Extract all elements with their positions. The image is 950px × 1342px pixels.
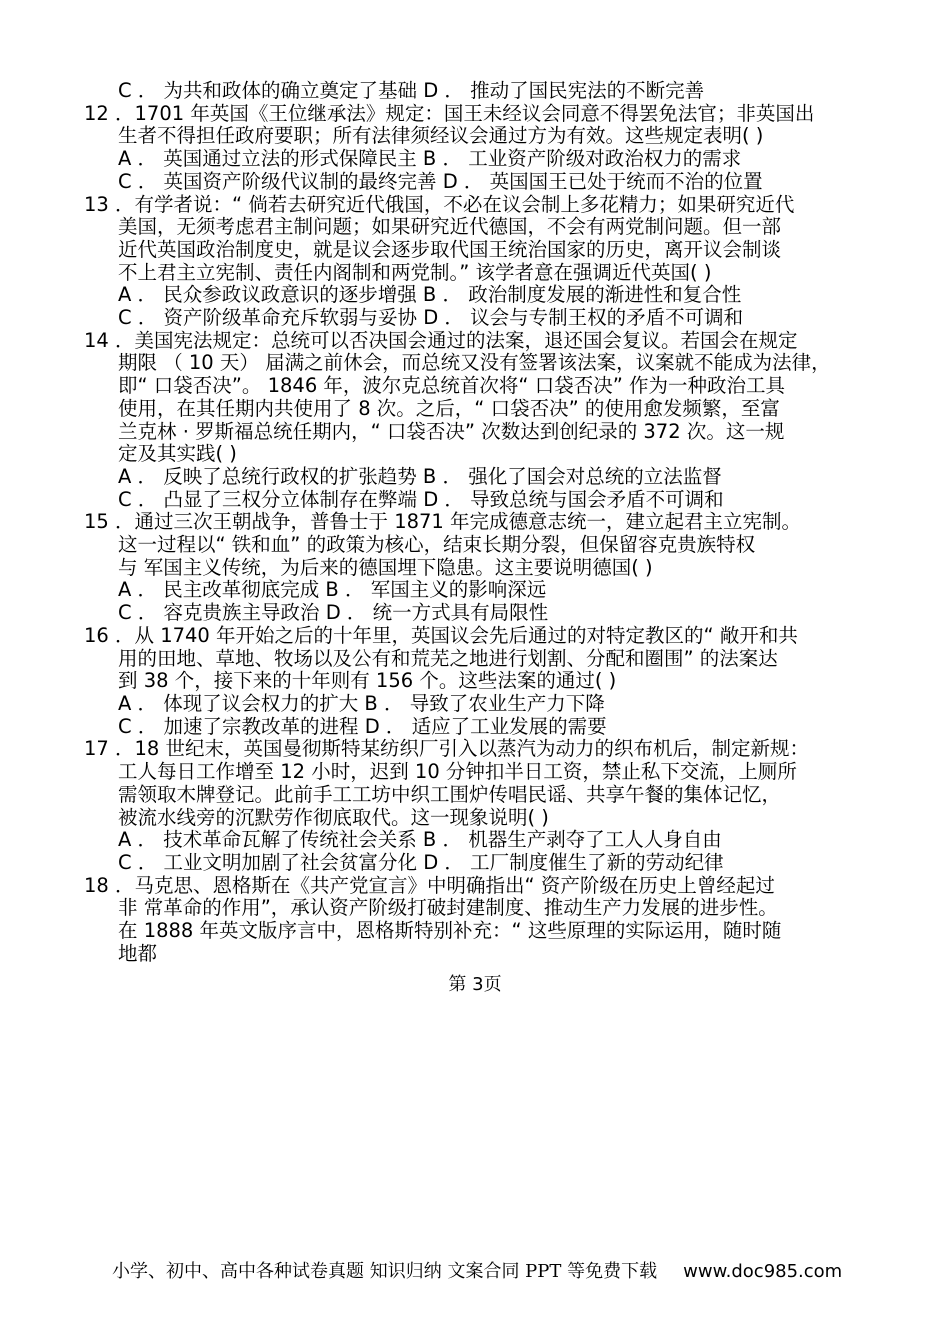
text-line: 地都 <box>118 941 158 965</box>
text-line: 到 38 个，接下来的十年则有 156 个。这些法案的通过( ) <box>118 669 617 693</box>
text-line: 这一过程以“ 铁和血” 的政策为核心，结束长期分裂，但保留容克贵族特权 <box>118 533 756 557</box>
option-line: C ． 资产阶级革命充斥软弱与妥协 D ． 议会与专制王权的矛盾不可调和 <box>118 306 744 330</box>
text-line: 即“ 口袋否决”。 1846 年，波尔克总统首次将“ 口袋否决” 作为一种政治工具 <box>118 374 786 398</box>
option-line: C ． 凸显了三权分立体制存在弊端 D ． 导致总统与国会矛盾不可调和 <box>118 487 724 511</box>
text-line: 生者不得担任政府要职；所有法律须经议会通过方为有效。这些规定表明( ) <box>118 124 764 148</box>
text-line: 不上君主立宪制、责任内阁制和两党制。” 该学者意在强调近代英国( ) <box>118 260 712 284</box>
text-line: 非 常革命的作用”，承认资产阶级打破封建制度、推动生产力发展的进步性。 <box>118 896 778 920</box>
page-number: 第 3页 <box>448 974 502 995</box>
text-line: 工人每日工作增至 12 小时，迟到 10 分钟扣半日工资，禁止私下交流，上厕所 <box>118 760 797 784</box>
option-line: A ． 英国通过立法的形式保障民主 B ． 工业资产阶级对政治权力的需求 <box>118 147 742 171</box>
question-line: 18 ．马克思、恩格斯在《共产党宣言》中明确指出“ 资产阶级在历史上曾经起过 <box>84 873 775 897</box>
footer-site-link[interactable]: www.doc985.com <box>683 1261 843 1282</box>
question-line: 14 ．美国宪法规定：总统可以否决国会通过的法案，退还国会复议。若国会在规定 <box>84 328 798 352</box>
footer-text: 小学、初中、高中各种试卷真题 知识归纳 文案合同 PPT 等免费下载 <box>112 1261 658 1282</box>
option-line: A ． 技术革命瓦解了传统社会关系 B ． 机器生产剥夺了工人人身自由 <box>118 828 722 852</box>
option-line: C ． 容克贵族主导政治 D ． 统一方式具有局限性 <box>118 601 549 625</box>
text-line: 定及其实践( ) <box>118 442 237 466</box>
text-line: 与 军国主义传统，为后来的德国埋下隐患。这主要说明德国( ) <box>118 555 653 579</box>
option-line: A ． 民众参政议政意识的逐步增强 B ． 政治制度发展的渐进性和复合性 <box>118 283 742 307</box>
option-line: A ． 体现了议会权力的扩大 B ． 导致了农业生产力下降 <box>118 691 605 715</box>
question-line: 15 ．通过三次王朝战争，普鲁士于 1871 年完成德意志统一，建立起君主立宪制。 <box>84 510 802 534</box>
question-text-block <box>84 80 884 965</box>
option-line: C ． 为共和政体的确立奠定了基础 D ． 推动了国民宪法的不断完善 <box>118 79 705 102</box>
text-line: 近代英国政治制度史，就是议会逐步取代国王统治国家的历史，离开议会制谈 <box>118 237 782 261</box>
question-line: 12 ．1701 年英国《王位继承法》规定：国王未经议会同意不得罢免法官；非英国出 <box>84 101 815 125</box>
text-line: 使用，在其任期内共使用了 8 次。之后，“ 口袋否决” 的使用愈发频繁，至富 <box>118 396 780 420</box>
option-line: C ． 工业文明加剧了社会贫富分化 D ． 工厂制度催生了新的劳动纪律 <box>118 850 724 874</box>
question-line: 17 ．18 世纪末，英国曼彻斯特某纺织厂引入以蒸汽为动力的织布机后，制定新规： <box>84 737 810 761</box>
footer <box>112 1257 872 1283</box>
option-line: C ． 英国资产阶级代议制的最终完善 D ． 英国国王已处于统而不治的位置 <box>118 169 763 193</box>
text-line: 期限 （ 10 天） 届满之前休会，而总统又没有签署该法案，议案就不能成为法律， <box>118 351 831 375</box>
option-line: A ． 民主改革彻底完成 B ． 军国主义的影响深远 <box>118 578 547 602</box>
text-line: 兰克林 · 罗斯福总统任期内，“ 口袋否决” 次数达到创纪录的 372 次。这一规 <box>118 419 785 443</box>
text-line: 需领取木牌登记。此前手工工坊中织工围炉传唱民谣、共享午餐的集体记忆， <box>118 782 782 806</box>
option-line: C ． 加速了宗教改革的进程 D ． 适应了工业发展的需要 <box>118 714 607 738</box>
question-line: 16 ．从 1740 年开始之后的十年里，英国议会先后通过的对特定教区的“ 敞开和共 <box>84 623 798 647</box>
text-line: 美国，无须考虑君主制问题；如果研究近代德国，不会有两党制问题。但一部 <box>118 215 782 239</box>
text-line: 在 1888 年英文版序言中，恩格斯特别补充：“ 这些原理的实际运用，随时随 <box>118 919 782 943</box>
question-line: 13 ．有学者说：“ 倘若去研究近代俄国，不必在议会制上多花精力；如果研究近代 <box>84 192 795 216</box>
option-line: A ． 反映了总统行政权的扩张趋势 B ． 强化了国会对总统的立法监督 <box>118 464 722 488</box>
text-line: 用的田地、草地、牧场以及公有和荒芜之地进行划割、分配和圈围” 的法案达 <box>118 646 778 670</box>
text-line: 被流水线旁的沉默劳作彻底取代。这一现象说明( ) <box>118 805 549 829</box>
